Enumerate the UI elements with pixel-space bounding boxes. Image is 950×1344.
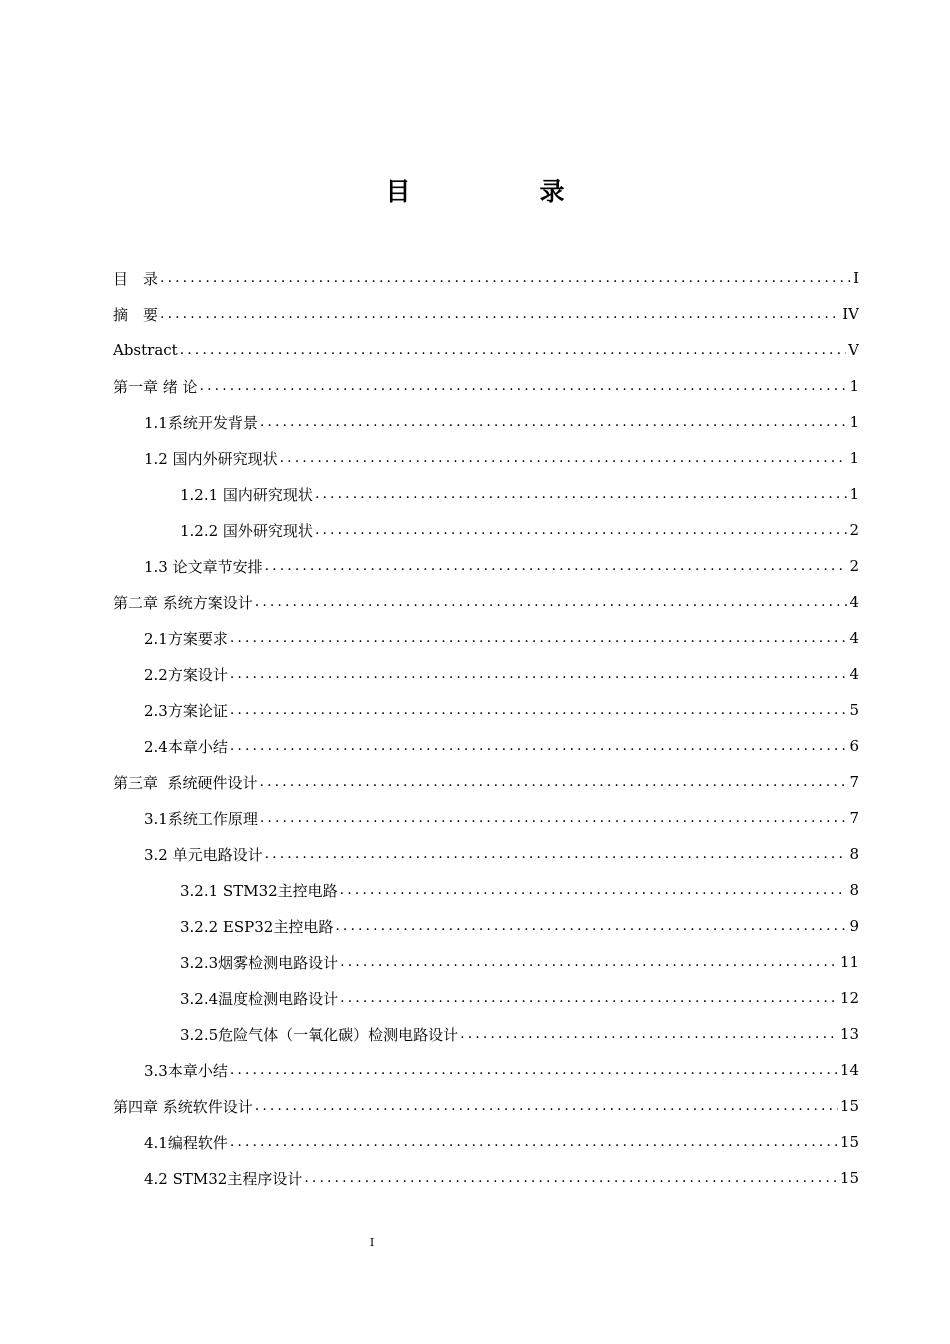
toc-entry-label: 摘 要 [113,305,159,324]
toc-entry[interactable] [113,872,859,908]
toc-entry-label: 1.2 国内外研究现状 [144,449,278,468]
toc-dot-leader [230,738,848,754]
toc-entry-label: 1.3 论文章节安排 [144,557,263,576]
toc-dot-leader [460,1026,838,1042]
toc-entry-label: Abstract [113,341,178,359]
toc-dot-leader [340,882,848,898]
toc-dot-leader [230,666,848,682]
toc-dot-leader [265,846,848,862]
toc-entry-page: 15 [839,1169,859,1187]
toc-entry-label: 第四章 系统软件设计 [113,1097,253,1116]
toc-entry[interactable] [113,620,859,656]
toc-entry-page: 9 [849,917,859,935]
toc-entry-page: I [853,269,859,287]
toc-entry[interactable] [113,512,859,548]
toc-entry[interactable] [113,332,859,368]
toc-entry-label: 3.2 单元电路设计 [144,845,263,864]
toc-entry-label: 2.3方案论证 [144,701,228,720]
toc-entry-page: 1 [849,377,859,395]
toc-entry-label: 2.2方案设计 [144,665,228,684]
toc-entry-page: 15 [839,1097,859,1115]
toc-entry-label: 1.2.2 国外研究现状 [180,521,313,540]
toc-entry[interactable] [113,1016,859,1052]
toc-entry-page: 1 [849,449,859,467]
toc-entry-page: 4 [849,629,859,647]
toc-entry-label: 目 录 [113,269,159,288]
toc-entry[interactable] [113,1088,859,1124]
toc-entry[interactable] [113,440,859,476]
toc-dot-leader [304,1170,838,1186]
toc-entry-label: 第二章 系统方案设计 [113,593,253,612]
toc-dot-leader [315,522,848,538]
toc-dot-leader [340,990,838,1006]
toc-entry[interactable] [113,764,859,800]
toc-entry-label: 2.4本章小结 [144,737,228,756]
toc-entry[interactable] [113,692,859,728]
toc-entry[interactable] [113,296,859,332]
toc-entry-page: 6 [849,737,859,755]
toc-entry-page: 11 [839,953,859,971]
toc-entry-label: 4.1编程软件 [144,1133,228,1152]
toc-entry[interactable] [113,584,859,620]
toc-dot-leader [230,1062,838,1078]
toc-entry[interactable] [113,908,859,944]
toc-entry-page: 5 [849,701,859,719]
toc-entry-page: 13 [839,1025,859,1043]
toc-entry-page: 4 [849,665,859,683]
toc-dot-leader [230,630,848,646]
toc-dot-leader [200,378,848,394]
toc-entry-page: 7 [849,809,859,827]
toc-entry-label: 2.1方案要求 [144,629,228,648]
toc-entry-label: 3.3本章小结 [144,1061,228,1080]
toc-entry[interactable] [113,836,859,872]
toc-dot-leader [315,486,848,502]
toc-entry[interactable] [113,476,859,512]
toc-entry[interactable] [113,1052,859,1088]
toc-dot-leader [335,918,847,934]
toc-dot-leader [265,558,848,574]
toc-entry-page: 2 [849,557,859,575]
toc-entry-label: 3.2.5危险气体（一氧化碳）检测电路设计 [180,1025,459,1044]
toc-dot-leader [340,954,838,970]
toc-entry-label: 3.1系统工作原理 [144,809,258,828]
page-title: 目 录 [385,177,617,206]
toc-entry-page: 12 [839,989,859,1007]
toc-entry-label: 3.2.3烟雾检测电路设计 [180,953,339,972]
toc-entry[interactable] [113,656,859,692]
toc-entry-page: 1 [849,413,859,431]
toc-dot-leader [280,450,848,466]
toc-entry-label: 3.2.2 ESP32主控电路 [180,917,334,936]
table-of-contents [113,260,859,1196]
toc-entry-page: IV [842,305,859,323]
toc-entry-page: 4 [849,593,859,611]
toc-dot-leader [255,594,848,610]
toc-entry-page: 15 [839,1133,859,1151]
toc-entry-page: 7 [849,773,859,791]
toc-entry-label: 1.2.1 国内研究现状 [180,485,313,504]
toc-entry[interactable] [113,548,859,584]
toc-entry-page: 8 [849,881,859,899]
toc-entry-label: 1.1系统开发背景 [144,413,258,432]
toc-entry-label: 第三章 系统硬件设计 [113,773,258,792]
toc-entry[interactable] [113,368,859,404]
toc-dot-leader [260,810,848,826]
toc-entry-page: 8 [849,845,859,863]
toc-entry-label: 4.2 STM32主程序设计 [144,1169,303,1188]
toc-dot-leader [180,342,846,358]
toc-entry[interactable] [113,800,859,836]
toc-dot-leader [260,414,848,430]
toc-entry-label: 3.2.1 STM32主控电路 [180,881,338,900]
toc-dot-leader [230,1134,838,1150]
toc-entry-label: 3.2.4温度检测电路设计 [180,989,339,1008]
toc-entry-label: 第一章 绪 论 [113,377,198,396]
toc-entry[interactable] [113,1124,859,1160]
toc-dot-leader [260,774,848,790]
toc-entry[interactable] [113,260,859,296]
page-footer [0,1236,950,1249]
toc-dot-leader [230,702,848,718]
toc-entry-page: 1 [849,485,859,503]
toc-dot-leader [160,306,840,322]
toc-entry-page: 14 [839,1061,859,1079]
toc-entry[interactable] [113,980,859,1016]
toc-entry[interactable] [113,728,859,764]
toc-entry-page: 2 [849,521,859,539]
toc-entry-page: V [848,341,859,359]
toc-entry[interactable] [113,944,859,980]
footer-page-number: I [369,1236,375,1249]
toc-entry[interactable] [113,1160,859,1196]
toc-dot-leader [255,1098,838,1114]
toc-entry[interactable] [113,404,859,440]
toc-dot-leader [160,270,851,286]
